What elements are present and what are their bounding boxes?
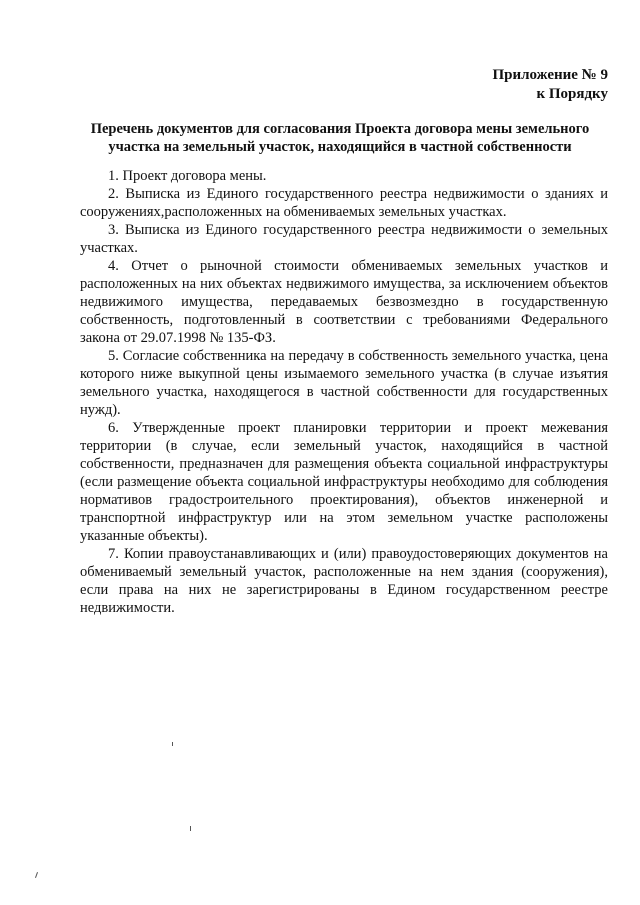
scan-speck <box>35 872 38 878</box>
document-title: Перечень документов для согласования Проекта договора мены земельного участка на земельный участок, находящийся в частной собственности <box>90 121 590 155</box>
list-item-2: 2. Выписка из Единого государственного реестра недвижимости о зданиях и сооружениях,расположенных на обмениваемых земельных участках. <box>80 186 608 220</box>
list-item-4: 4. Отчет о рыночной стоимости обмениваемых земельных участков и расположенных на них объектах недвижимого имущества, за исключением объектов недвижимого имущества, передаваемых безвозмездно в государственную собственность, подготовленный в соответствии с требованиями Федерального закона от 29.07.1998 № 135-ФЗ. <box>80 258 608 346</box>
document-list <box>80 167 608 617</box>
list-item-5: 5. Согласие собственника на передачу в собственность земельного участка, цена которого ниже выкупной цены изымаемого земельного участка (в случае изъятия земельного участка, находящегося в частной собственности для государственных нужд). <box>80 348 608 418</box>
list-item-1: 1. Проект договора мены. <box>108 168 267 184</box>
annex-number: Приложение № 9 <box>492 67 608 83</box>
scan-speck <box>172 742 173 746</box>
list-item-7: 7. Копии правоустанавливающих и (или) правоудостоверяющих документов на обмениваемый земельный участок, расположенные на нем здания (сооружения), если права на них не зарегистрированы в Едином государственном реестре недвижимости. <box>80 546 608 616</box>
annex-reference: к Порядку <box>536 86 608 102</box>
list-item-3: 3. Выписка из Единого государственного реестра недвижимости о земельных участках. <box>80 222 608 256</box>
annex-header <box>492 66 608 104</box>
list-item-6: 6. Утвержденные проект планировки территории и проект межевания территории (в случае, если земельный участок, находящийся в частной собственности, предназначен для размещения объекта социальной инфраструктуры (если размещение объекта социальной инфраструктуры необходимо для соблюдения нормативов градостроительного проектирования), объектов инженерной и транспортной инфраструктур или на этом земельном участке расположены указанные объекты). <box>80 420 608 544</box>
scan-speck <box>190 826 191 831</box>
